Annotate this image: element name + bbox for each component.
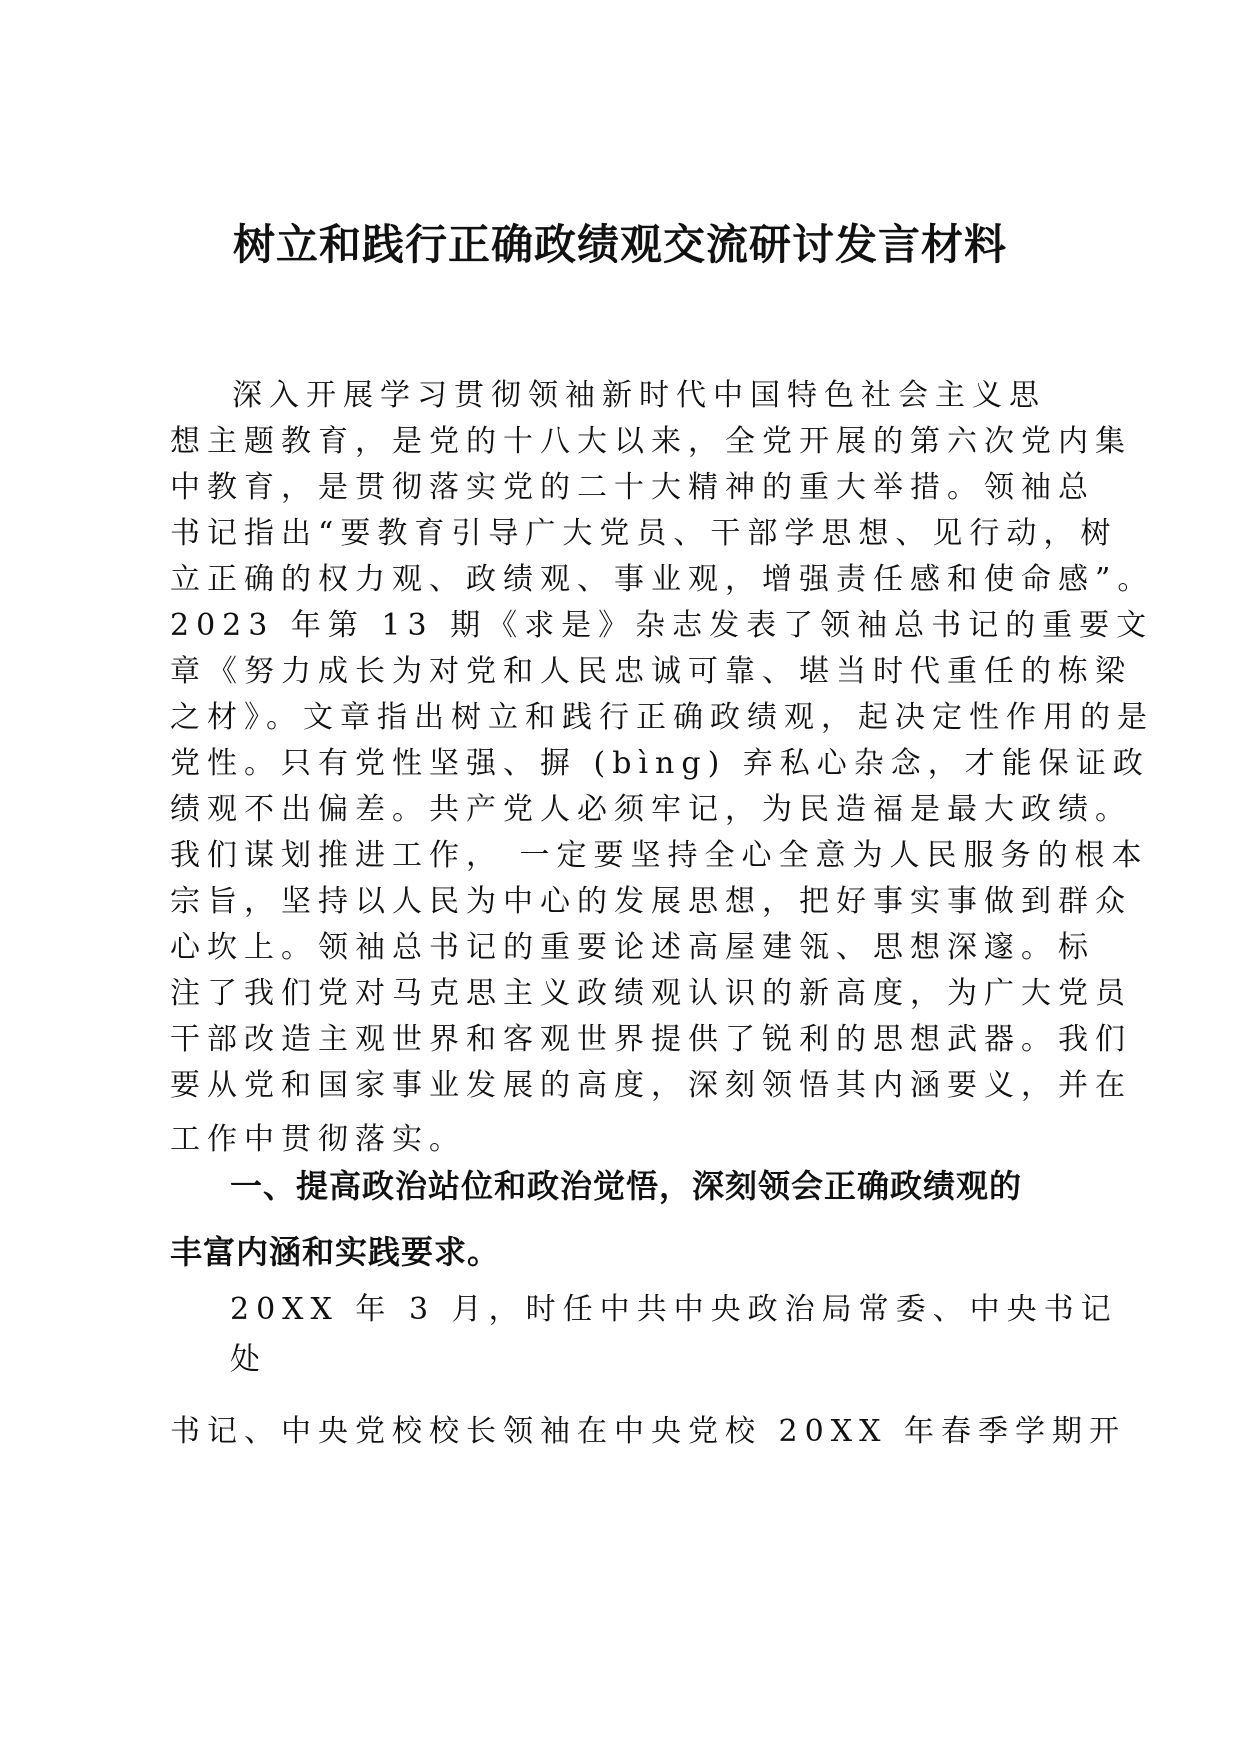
paragraph-line: 之材》。文章指出树立和践行正确政绩观，起决定性作用的是 [170, 700, 1154, 735]
paragraph-line: 20XX 年 3 月，时任中共中央政治局常委、中央书记 [230, 1292, 1118, 1327]
paragraph-line: 章《努力成长为对党和人民忠诚可靠、堪当时代重任的栋梁 [170, 654, 1132, 689]
paragraph-line: 深入开展学习贯彻领袖新时代中国特色社会主义思 [232, 378, 1046, 413]
paragraph-line: 心坎上。领袖总书记的重要论述高屋建瓴、思想深邃。标 [170, 930, 1095, 965]
paragraph-line: 要从党和国家事业发展的高度，深刻领悟其内涵要义，并在 [170, 1068, 1132, 1103]
section-heading-line: 丰富内涵和实践要求。 [170, 1233, 501, 1271]
paragraph-line: 注了我们党对马克思主义政绩观认识的新高度，为广大党员 [170, 976, 1132, 1011]
paragraph-line: 中教育，是贯彻落实党的二十大精神的重大举措。领袖总 [170, 470, 1095, 505]
paragraph-line: 党性。只有党性坚强、摒 (bìng) 弃私心杂念，才能保证政 [170, 746, 1150, 781]
paragraph-line: 处 [230, 1342, 267, 1377]
paragraph-line: 书记指出“要教育引导广大党员、干部学思想、见行动，树 [170, 516, 1118, 551]
paragraph-line: 工作中贯彻落实。 [170, 1122, 466, 1157]
paragraph-line: 干部改造主观世界和客观世界提供了锐利的思想武器。我们 [170, 1022, 1132, 1057]
paragraph-line: 想主题教育，是党的十八大以来，全党开展的第六次党内集 [170, 424, 1132, 459]
paragraph-line: 绩观不出偏差。共产党人必须牢记，为民造福是最大政绩。 [170, 792, 1132, 827]
paragraph-line: 2023 年第 13 期《求是》杂志发表了领袖总书记的重要文 [170, 608, 1154, 643]
paragraph-line: 书记、中央党校校长领袖在中央党校 20XX 年春季学期开 [170, 1414, 1126, 1449]
paragraph-line: 宗旨，坚持以人民为中心的发展思想，把好事实事做到群众 [170, 884, 1132, 919]
paragraph-line: 立正确的权力观、政绩观、事业观，增强责任感和使命感”。 [170, 562, 1155, 597]
section-heading-line: 一、提高政治站位和政治觉悟，深刻领会正确政绩观的 [230, 1167, 1023, 1205]
paragraph-line: 我们谋划推进工作， 一定要坚持全心全意为人民服务的根本 [170, 838, 1149, 873]
document-title: 树立和践行正确政绩观交流研讨发言材料 [232, 220, 1007, 269]
